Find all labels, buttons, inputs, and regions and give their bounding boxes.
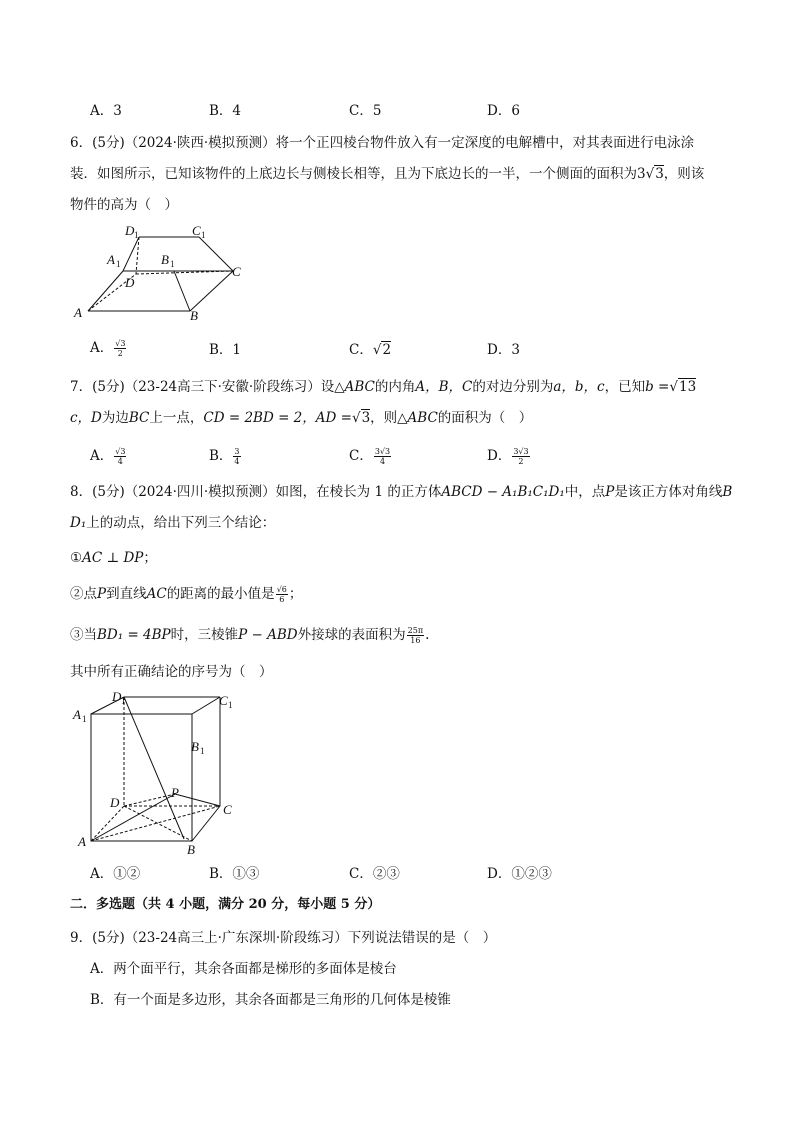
label-c1: C: [219, 693, 228, 708]
q7-line1: 7．(5分)（23-24高三下·安徽·阶段练习）设△ABC的内角A，B，C的对边分别为a，b，c，已知b =√13: [70, 379, 697, 395]
q8-option-d: D．①②③: [487, 866, 552, 882]
label-c: C: [232, 264, 241, 279]
label-a: A: [74, 305, 82, 320]
label-d: D: [125, 275, 135, 290]
label-b: B: [190, 308, 198, 323]
label-c1: C: [192, 223, 201, 238]
q5-option-c: C．5: [349, 103, 382, 119]
label-d1: D: [125, 223, 135, 238]
q7-option-d: D． $\frac{3√3}{2}$: [487, 447, 529, 466]
label-b1: B: [191, 739, 199, 754]
q7-line2: c，D为边BC上一点，CD = 2BD = 2，AD =√3，则△ABC的面积为（ ）: [70, 410, 533, 426]
svg-text:1: 1: [228, 700, 233, 710]
q8-cube-figure: [70, 688, 250, 858]
label-p: P: [171, 785, 179, 800]
q6-line2: 装．如图所示，已知该物件的上底边长与侧棱长相等，且为下底边长的一半，一个侧面的面积为3√3，则该: [70, 166, 705, 182]
q5-option-b: B．4: [209, 103, 242, 119]
q7-option-b: B． $\frac{3}{4}$: [209, 447, 240, 466]
q8-option-b: B．①③: [209, 866, 260, 882]
q6-option-c: C．√2: [349, 342, 392, 358]
q6-frustum-figure: [70, 222, 250, 324]
q8-option-a: A．①②: [90, 866, 141, 882]
svg-text:1: 1: [116, 259, 121, 269]
section-title: 二．多选题（共 4 小题，满分 20 分，每小题 5 分）: [70, 897, 381, 912]
label-b: B: [187, 842, 195, 857]
q8-option-c: C．②③: [349, 866, 400, 882]
svg-text:1: 1: [121, 696, 126, 706]
svg-text:1: 1: [134, 230, 139, 240]
q8-conclusion-2: ②点P到直线AC的距离的最小值是 $\frac{√6}{6}$ ；: [70, 585, 303, 604]
label-a1: A: [107, 252, 115, 267]
q8-conclusion-3: ③当BD₁ = 4BP时，三棱锥P − ABD外接球的表面积为 $\frac{25\pi}{16}$ .: [70, 626, 430, 645]
label-b1: B: [161, 252, 169, 267]
label-a: A: [78, 834, 86, 849]
q8-question: 其中所有正确结论的序号为（ ）: [70, 664, 273, 680]
q8-conclusion-1: ①AC ⊥ DP；: [70, 550, 157, 566]
q8-line2: D₁上的动点，给出下列三个结论：: [70, 515, 276, 531]
q6-option-a: A． $\frac{√3}{2}$: [90, 339, 126, 358]
q9-line1: 9．(5分)（23-24高三上·广东深圳·阶段练习）下列说法错误的是（ ）: [70, 930, 497, 946]
svg-text:1: 1: [200, 746, 205, 756]
q7-option-c: C． $\frac{3√3}{4}$: [349, 447, 391, 466]
q5-option-a: A．3: [90, 103, 122, 119]
q7-option-a: A． $\frac{√3}{4}$: [90, 447, 126, 466]
q9-option-b: B．有一个面是多边形，其余各面都是三角形的几何体是棱锥: [90, 992, 451, 1008]
label-d1: D: [112, 689, 122, 704]
svg-text:1: 1: [201, 230, 206, 240]
label-c: C: [223, 802, 232, 817]
q8-line1: 8．(5分)（2024·四川·模拟预测）如图，在棱长为 1 的正方体ABCD − A₁B₁C₁D₁中，点P是该正方体对角线B: [70, 484, 733, 500]
q6-option-b: B．1: [209, 342, 242, 358]
q6-line3: 物件的高为（ ）: [70, 197, 178, 213]
q9-option-a: A．两个面平行，其余各面都是梯形的多面体是棱台: [90, 961, 397, 977]
q6-option-d: D．3: [487, 342, 520, 358]
q6-line1: 6．(5分)（2024·陕西·模拟预测）将一个正四棱台物件放入有一定深度的电解槽中，对其表面进行电泳涂: [70, 135, 695, 151]
q5-option-d: D．6: [487, 103, 520, 119]
svg-text:1: 1: [82, 714, 87, 724]
svg-text:1: 1: [170, 259, 175, 269]
label-d: D: [110, 795, 120, 810]
label-a1: A: [73, 707, 81, 722]
